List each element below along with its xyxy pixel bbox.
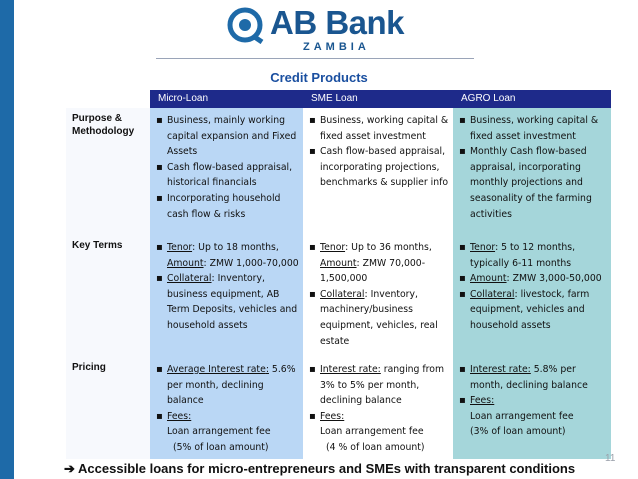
list-item: ▪ Monthly Cash flow-based appraisal, incorporating monthly projections and seasonality of the farming activities <box>457 144 607 222</box>
interest-item: ▪ Interest rate: ranging from 3% to 5% per month, declining balance <box>307 362 449 409</box>
tenor-item: ▪ Tenor: Up to 36 months, Amount: ZMW 70,000-1,500,000 <box>307 240 449 287</box>
sme-purpose-cell <box>303 108 453 235</box>
fees-detail: Loan arrangement fee <box>167 426 271 438</box>
bank-emblem-icon <box>226 6 266 44</box>
fees-detail: (3% of loan amount) <box>470 426 566 438</box>
micro-pricing-cell <box>150 357 303 459</box>
arrow-right-icon: ➔ <box>64 461 75 476</box>
list-item: ▪ Business, working capital & fixed asset investment <box>457 113 607 144</box>
fees-detail: (4 % of loan amount) <box>326 441 425 453</box>
micro-purpose-cell <box>150 108 303 235</box>
brand-country: ZAMBIA <box>303 41 370 53</box>
divider-line <box>156 58 474 59</box>
tenor-item: ▪ Tenor: 5 to 12 months, typically 6-11 months <box>457 240 607 271</box>
row-label-pricing: Pricing <box>66 357 150 459</box>
page-number: 11 <box>605 453 616 464</box>
micro-terms-cell <box>150 235 303 357</box>
row-label-key-terms: Key Terms <box>66 235 150 357</box>
agro-pricing-cell <box>453 357 611 459</box>
fees-detail: (5% of loan amount) <box>173 441 269 453</box>
fees-item: ▪ Fees: <box>154 409 299 425</box>
sme-terms-cell <box>303 235 453 357</box>
fees-detail: Loan arrangement fee <box>320 426 424 438</box>
list-item: ▪ Incorporating household cash flow & risks <box>154 191 299 222</box>
agro-purpose-cell <box>453 108 611 235</box>
interest-item: ▪ Interest rate: 5.8% per month, declining balance <box>457 362 607 393</box>
list-item: ▪ Business, working capital & fixed asset investment <box>307 113 449 144</box>
footer-statement <box>64 461 575 477</box>
footer-text: Accessible loans for micro-entrepreneurs and SMEs with transparent conditions <box>78 461 576 476</box>
header-micro-loan: Micro-Loan <box>150 90 303 108</box>
fees-item: ▪ Fees: <box>307 409 449 425</box>
header-agro-loan: AGRO Loan <box>453 90 611 108</box>
sme-pricing-cell <box>303 357 453 459</box>
list-item: ▪ Cash flow-based appraisal, historical financials <box>154 160 299 191</box>
collateral-item: ▪ Collateral: Inventory, business equipment, AB Term Deposits, vehicles and household assets <box>154 271 299 333</box>
interest-item: ▪ Average Interest rate: 5.6% per month, declining balance <box>154 362 299 409</box>
list-item: ▪ Cash flow-based appraisal, incorporating projections, benchmarks & supplier info <box>307 144 449 191</box>
fees-detail: Loan arrangement fee <box>470 410 574 422</box>
list-item: ▪ Business, mainly working capital expansion and Fixed Assets <box>154 113 299 160</box>
header-sme-loan: SME Loan <box>303 90 453 108</box>
row-label-purpose: Purpose & Methodology <box>66 108 150 235</box>
brand-name: AB Bank <box>270 4 405 41</box>
agro-terms-cell <box>453 235 611 357</box>
ab-bank-logo <box>226 4 406 56</box>
collateral-item: ▪ Collateral: Inventory, machinery/business equipment, vehicles, real estate <box>307 287 449 349</box>
fees-item: ▪ Fees: <box>457 393 607 409</box>
tenor-item: ▪ Tenor: Up to 18 months, Amount: ZMW 1,000-70,000 <box>154 240 299 271</box>
collateral-item: ▪ Collateral: livestock, farm equipment, vehicles and household assets <box>457 287 607 334</box>
slide-title: Credit Products <box>270 70 368 85</box>
amount-item: ▪ Amount: ZMW 3,000-50,000 <box>457 271 607 287</box>
